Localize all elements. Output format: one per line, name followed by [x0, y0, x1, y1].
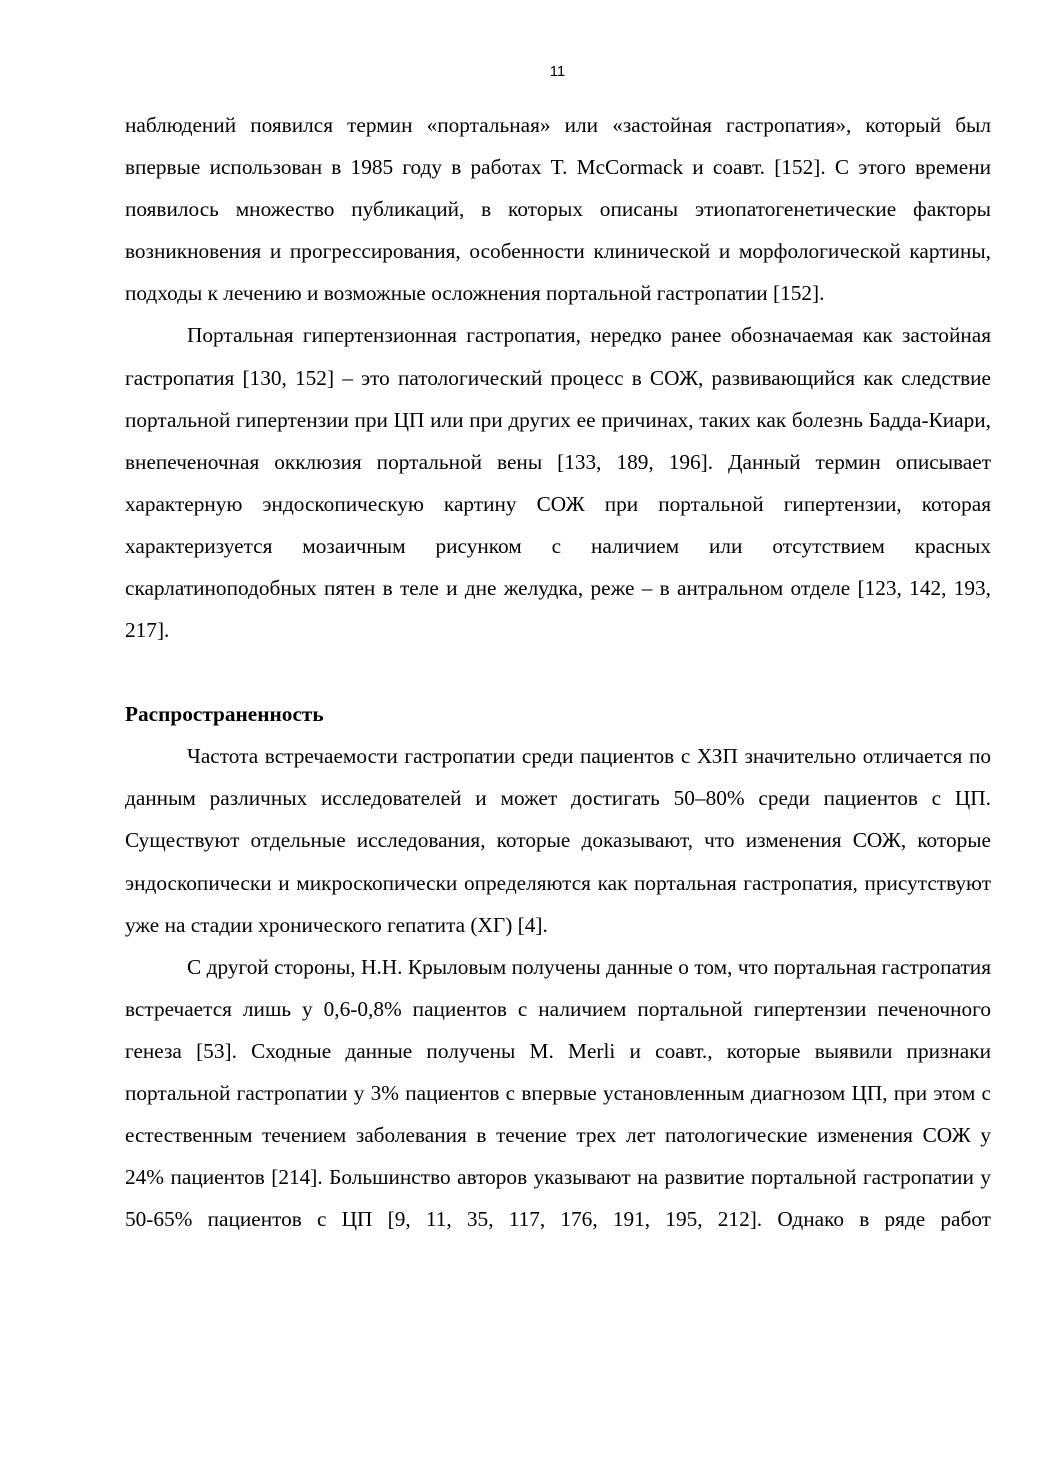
- page-number: 11: [549, 63, 566, 80]
- paragraph-portal-gastropathy-history: наблюдений появился термин «портальная» или «застойная гастропатия», который был впервые использован в 1985 году в работах T. McCormack и соавт. [152]. С этого времени появилось множество публикаций, в которых описаны этиопатогенетические факторы возникновения и прогрессирования, особенности клинической и морфологической картины, подходы к лечению и возможные осложнения портальной гастропатии [152].: [125, 113, 991, 306]
- paragraph-prevalence-frequency: Частота встречаемости гастропатии среди пациентов с ХЗП значительно отличается по данным различных исследователей и может достигать 50–80% среди пациентов с ЦП. Существуют отдельные исследования, которые доказывают, что изменения СОЖ, которые эндоскопически и микроскопически определяются как портальная гастропатия, присутствуют уже на стадии хронического гепатита (ХГ) [4].: [125, 744, 991, 937]
- section-heading-prevalence: Распространенность: [125, 702, 324, 727]
- paragraph-portal-gastropathy-definition: Портальная гипертензионная гастропатия, нередко ранее обозначаемая как застойная гастропатия [130, 152] – это патологический процесс в СОЖ, развивающийся как следствие портальной гипертензии при ЦП или при других ее причинах, таких как болезнь Бадда-Киари, внепеченочная окклюзия портальной вены [133, 189, 196]. Данный термин описывает характерную эндоскопическую картину СОЖ при портальной гипертензии, которая характеризуется мозаичным рисунком с наличием или отсутствием красных скарлатиноподобных пятен в теле и дне желудка, реже – в антральном отделе [123, 142, 193, 217].: [125, 323, 991, 643]
- document-body: [125, 104, 991, 1240]
- paragraph-prevalence-other-data: С другой стороны, Н.Н. Крыловым получены данные о том, что портальная гастропатия встречается лишь у 0,6-0,8% пациентов с наличием портальной гипертензии печеночного генеза [53]. Сходные данные получены M. Merli и соавт., которые выявили признаки портальной гастропатии у 3% пациентов с впервые установленным диагнозом ЦП, при этом с естественным течением заболевания в течение трех лет патологические изменения СОЖ у 24% пациентов [214]. Большинство авторов указывают на развитие портальной гастропатии у 50-65% пациентов с ЦП [9, 11, 35, 117, 176, 191, 195, 212]. Однако в ряде работ: [125, 954, 991, 1232]
